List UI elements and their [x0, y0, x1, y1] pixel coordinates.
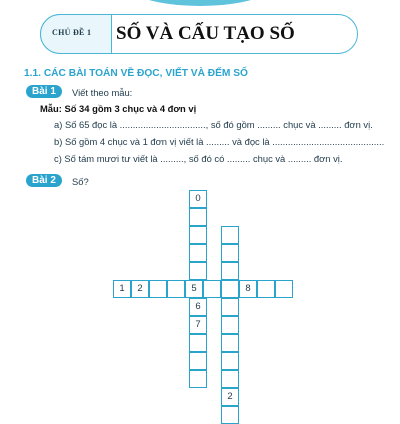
crossword-row-cell[interactable] [257, 280, 275, 298]
bai1-item-a: a) Số 65 đọc là ................................., số đó gồm ......... chục và ......... đơn vị. [54, 119, 373, 130]
bai1-item-c: c) Số tám mươi tư viết là ........., số đó có ......... chục và ......... đơn vị. [54, 153, 343, 164]
bai1-instruction: Viết theo mẫu: [72, 87, 133, 98]
bai1-example: Mẫu: Số 34 gồm 3 chục và 4 đơn vị [40, 103, 197, 114]
crossword-row-cell[interactable] [275, 280, 293, 298]
crossword-col-b-cell[interactable] [221, 262, 239, 280]
chapter-title: SỐ VÀ CẤU TẠO SỐ [116, 23, 295, 44]
crossword-col-a-cell[interactable] [189, 370, 207, 388]
crossword-row-cell[interactable] [203, 280, 221, 298]
crossword-col-b-cell[interactable] [221, 406, 239, 424]
chapter-label: CHỦ ĐỀ 1 [52, 28, 92, 37]
crossword-col-a-cell[interactable]: 0 [189, 190, 207, 208]
bai1-tag: Bài 1 [26, 85, 62, 98]
crossword-col-b-cell[interactable] [221, 370, 239, 388]
section-title: 1.1. CÁC BÀI TOÁN VỀ ĐỌC, VIẾT VÀ ĐẾM SỐ [24, 68, 248, 79]
crossword-col-b-cell[interactable]: 2 [221, 388, 239, 406]
crossword-col-a-cell[interactable] [189, 352, 207, 370]
crossword-col-b-cell[interactable] [221, 226, 239, 244]
crossword-row-cell[interactable] [167, 280, 185, 298]
crossword-col-a-cell[interactable] [189, 208, 207, 226]
crossword-col-a-cell[interactable] [189, 262, 207, 280]
top-decoration [115, 0, 285, 6]
crossword-col-b-cell[interactable] [221, 334, 239, 352]
crossword-row-cell[interactable]: 1 [113, 280, 131, 298]
bai1-item-b: b) Số gồm 4 chục và 1 đơn vị viết là ......... và đọc là ........................................... [54, 136, 385, 147]
bai2-instruction: Số? [72, 176, 89, 187]
crossword-col-b-cell[interactable] [221, 298, 239, 316]
crossword-col-a-cell[interactable] [189, 244, 207, 262]
crossword-col-a-cell[interactable] [189, 226, 207, 244]
crossword-col-b-cell[interactable] [221, 316, 239, 334]
crossword-col-b-cell[interactable] [221, 280, 239, 298]
bai2-tag: Bài 2 [26, 174, 62, 187]
crossword-col-b-cell[interactable] [221, 244, 239, 262]
crossword-col-a-cell[interactable] [189, 334, 207, 352]
crossword-col-a-cell[interactable]: 7 [189, 316, 207, 334]
crossword-row-cell[interactable]: 2 [131, 280, 149, 298]
crossword-row-cell[interactable]: 8 [239, 280, 257, 298]
crossword-col-b-cell[interactable] [221, 352, 239, 370]
crossword-col-a-cell[interactable]: 6 [189, 298, 207, 316]
crossword-row-cell[interactable] [149, 280, 167, 298]
crossword-row-cell[interactable]: 5 [185, 280, 203, 298]
